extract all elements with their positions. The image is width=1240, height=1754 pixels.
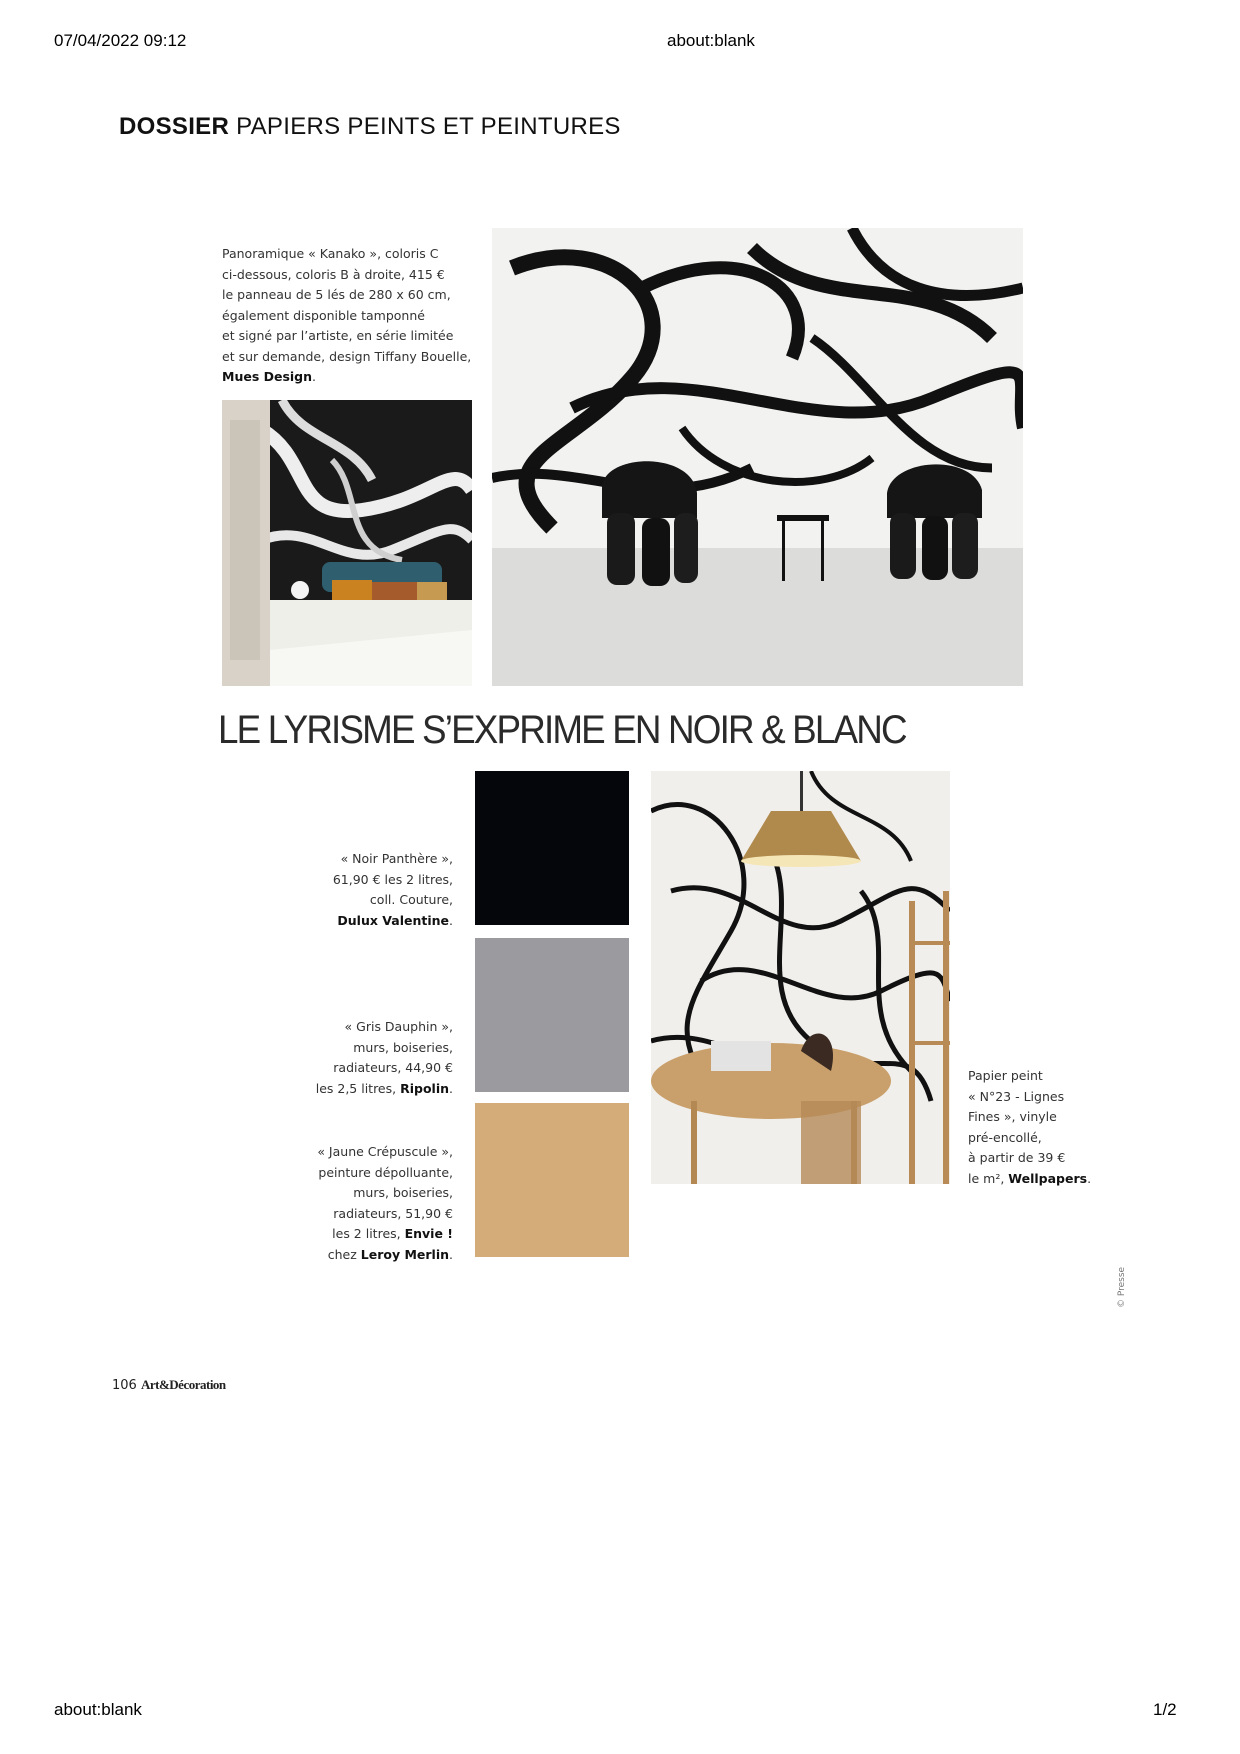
caption-line: Papier peint	[968, 1068, 1043, 1083]
caption-line: « Jaune Crépuscule »,	[317, 1144, 453, 1159]
brand-mues-design: Mues Design	[222, 369, 313, 384]
caption-line: Mues Design.	[222, 369, 317, 384]
caption-wallpaper	[968, 1066, 1128, 1189]
caption-line: peinture dépolluante,	[318, 1164, 453, 1180]
caption-line: ci-dessous, coloris B à droite, 415 €	[222, 266, 445, 282]
brand-leroy-merlin: Leroy Merlin	[360, 1246, 450, 1262]
caption-line: radiateurs, 44,90 €	[333, 1060, 453, 1075]
caption-line: murs, boiseries,	[353, 1185, 453, 1200]
dining-room-photo	[651, 771, 950, 1184]
kanako-hero-photo	[492, 228, 1023, 686]
caption-line: le panneau de 5 lés de 280 x 60 cm,	[222, 287, 451, 302]
caption-line: le m², Wellpapers.	[968, 1170, 1092, 1186]
caption-line: 61,90 € les 2 litres,	[332, 871, 453, 887]
kanako-caption	[222, 244, 482, 388]
swatch-gris-dauphin	[475, 938, 629, 1092]
section-title	[119, 113, 621, 141]
swatch-jaune-crepuscule	[475, 1103, 629, 1257]
caption-line: « Noir Panthère »,	[340, 851, 453, 866]
swatch-noir-panthere	[475, 771, 629, 925]
brand-wellpapers: Wellpapers	[1008, 1170, 1088, 1186]
caption-line	[253, 1224, 453, 1245]
caption-jaune-crepuscule	[253, 1142, 453, 1265]
caption-text: les 2 litres,	[332, 1226, 405, 1241]
caption-line: pré-encollé,	[968, 1129, 1042, 1145]
caption-line: « Gris Dauphin »,	[344, 1019, 453, 1034]
article-headline: LE LYRISME S’EXPRIME EN NOIR & BLANC	[218, 708, 906, 752]
caption-line: également disponible tamponné	[222, 307, 425, 323]
caption-line: les 2,5 litres, Ripolin.	[315, 1080, 453, 1096]
caption-text: chez	[327, 1246, 361, 1262]
caption-gris-dauphin	[253, 1017, 453, 1099]
caption-text: les 2,5 litres,	[315, 1080, 401, 1096]
print-header-url: about:blank	[667, 31, 755, 50]
print-footer-url: about:blank	[54, 1700, 142, 1719]
caption-line: radiateurs, 51,90 €	[333, 1205, 453, 1221]
magazine-logo: Art&Décoration	[140, 1377, 226, 1392]
section-title-bold: DOSSIER	[119, 113, 230, 140]
magazine-footer	[112, 1377, 226, 1393]
caption-line: coll. Couture,	[369, 892, 453, 907]
caption-line: Fines », vinyle	[968, 1109, 1057, 1124]
caption-line: « N°23 - Lignes	[968, 1088, 1065, 1104]
photo-credit: © Presse	[1117, 1266, 1127, 1308]
caption-line: et signé par l’artiste, en série limitée	[222, 328, 454, 343]
caption-line: murs, boiseries,	[353, 1039, 453, 1055]
caption-line: et sur demande, design Tiffany Bouelle,	[222, 348, 472, 364]
page-number: 106	[112, 1378, 137, 1393]
bedroom-photo	[222, 400, 472, 686]
print-page-number: 1/2	[1153, 1700, 1177, 1719]
caption-line: Panoramique « Kanako », coloris C	[222, 246, 439, 261]
caption-line: Dulux Valentine.	[337, 912, 453, 928]
section-title-rest: PAPIERS PEINTS ET PEINTURES	[236, 113, 621, 140]
brand-envie: Envie !	[404, 1226, 453, 1241]
brand-ripolin: Ripolin	[400, 1080, 450, 1096]
print-datetime: 07/04/2022 09:12	[54, 31, 187, 50]
caption-noir-panthere	[253, 849, 453, 931]
brand-dulux-valentine: Dulux Valentine	[337, 912, 450, 928]
caption-line: à partir de 39 €	[968, 1150, 1066, 1165]
caption-text: le m²,	[968, 1170, 1009, 1186]
caption-line: chez Leroy Merlin.	[327, 1246, 453, 1262]
